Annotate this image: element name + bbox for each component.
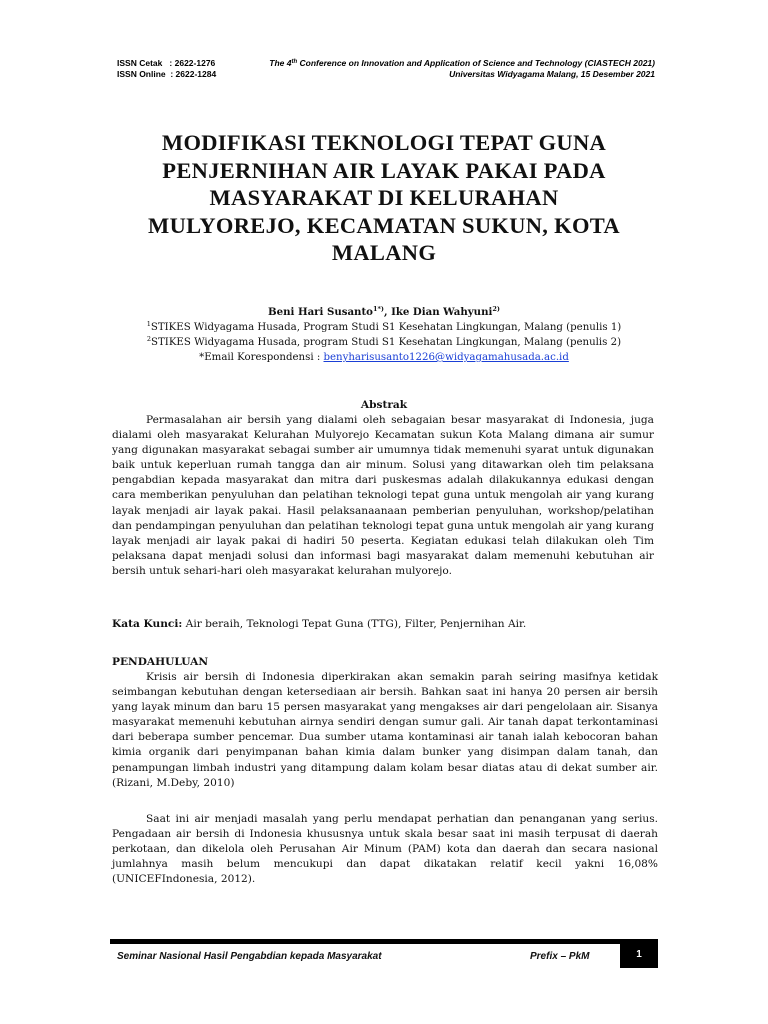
keywords-list: Air beraih, Teknologi Tepat Guna (TTG), Filter, Penjernihan Air.	[182, 618, 527, 630]
author-1: Beni Hari Susanto	[268, 306, 373, 318]
author-2: Ike Dian Wahyuni	[391, 306, 493, 318]
correspondence: *Email Korespondensi : benyharisusanto1226@widyagamahusada.ac.id	[199, 352, 569, 363]
paragraph-1: Krisis air bersih di Indonesia diperkirakan akan semakin parah seiring masifnya ketidak seimbangan kebutuhan dengan ketersediaan air bersih. Bahkan saat ini hanya 20 persen air bersih yang layak minum dan baru 15 persen masyarakat yang mengakses air dari pengelolaan air. Sisanya masyarakat memenuhi kebutuhan airnya sendiri dengan sumur gali. Air tanah dapat terkontaminasi dari beberapa sumber pencemar. Dua sumber utama kontaminasi air tanah ialah kebocoran bahan kimia organik dari penyimpanan bahan kimia dalam bunker yang disimpan dalam tanah, dan penampungan limbah industri yang ditampung dalam kolam besar diatas atau di dekat sumber air. (Rizani, M.Deby, 2010)	[112, 671, 658, 789]
conference-block	[235, 58, 655, 80]
keywords-label: Kata Kunci:	[112, 618, 183, 630]
footer-seminar: Seminar Nasional Hasil Pengabdian kepada Masyarakat	[117, 951, 382, 962]
abstract-text: Permasalahan air bersih yang dialami oleh sebagaian besar masyarakat di Indonesia, juga dialami oleh masyarakat Kelurahan Mulyorejo Kecamatan sukun Kota Malang dimana air sumur yang digunakan masyarakat sebagai sumber air umumnya tidak memenuhi syarat untuk digunakan baik untuk keperluan rumah tangga dan air minum. Solusi yang ditawarkan oleh tim pelaksana pengabdian kepada masyarakat dan mitra dari puskesmas adalah dilakukannya edukasi dengan cara memberikan penyuluhan dan pelatihan teknologi tepat guna untuk mengolah air yang kurang layak menjadi air layak pakai. Hasil pelaksanaanaan pemberian penyuluhan, workshop/pelatihan dan pendampingan penyuluhan dan pelatihan teknologi tepat guna untuk mengolah air yang kurang layak menjadi air layak pakai di hadiri 50 peserta. Kegiatan edukasi telah dilakukan oleh Tim pelaksana dapat menjadi solusi dan informasi bagi masyarakat dalam memenuhi kebutuhan air bersih untuk sehari-hari oleh masyarakat kelurahan mulyorejo.	[112, 414, 654, 577]
affiliation-1: $^1$STIKES Widyagama Husada, Program Studi S1 Kesehatan Lingkungan, Malang (penulis 1)	[146, 320, 622, 333]
footer-prefix: Prefix – PkM	[530, 951, 590, 962]
affiliation-2: $^2$STIKES Widyagama Husada, program Studi S1 Kesehatan Lingkungan, Malang (penulis 2)	[146, 335, 622, 348]
author-names: Beni Hari Susanto$^{1*)}$, Ike Dian Wahyuni$^{2)}$	[268, 305, 500, 318]
section-heading: PENDAHULUAN	[112, 656, 209, 668]
venue-date: Universitas Widyagama Malang, 15 Desember 2021	[449, 69, 655, 79]
footer-rule	[110, 939, 658, 944]
keywords	[112, 617, 654, 632]
title-line-5: MALANG	[331, 240, 437, 265]
issn-online: ISSN Online : 2622-1284	[117, 69, 217, 79]
issn-print: ISSN Cetak : 2622-1276	[117, 58, 216, 68]
title-line-2: PENJERNIHAN AIR LAYAK PAKAI PADA	[162, 157, 606, 183]
email-link[interactable]: benyharisusanto1226@widyagamahusada.ac.id	[323, 352, 569, 363]
issn-block	[117, 58, 216, 80]
paragraph-2: Saat ini air menjadi masalah yang perlu mendapat perhatian dan penanganan yang serius. Pengadaan air bersih di Indonesia khususnya untuk skala besar saat ini masih terpusat di daerah perkotaan, dan dikelola oleh Perusahan Air Minum (PAM) kota dan daerah dan secara nasional jumlahnya masih belum mencukupi dan dapat dikatakan relatif kecil yakni 16,08% (UNICEFIndonesia, 2012).	[112, 813, 658, 886]
conference-name: The 4th Conference on Innovation and Application of Science and Technology (CIASTECH 2021)	[269, 58, 655, 68]
title-line-1: MODIFIKASI TEKNOLOGI TEPAT GUNA	[161, 130, 607, 155]
paper-title	[100, 129, 668, 267]
abstract-heading: Abstrak	[360, 399, 408, 411]
title-line-3: MASYARAKAT DI KELURAHAN	[209, 185, 559, 210]
page-number: 1	[620, 942, 658, 968]
author-block	[100, 305, 668, 365]
title-line-4: MULYOREJO, KECAMATAN SUKUN, KOTA	[148, 212, 620, 238]
